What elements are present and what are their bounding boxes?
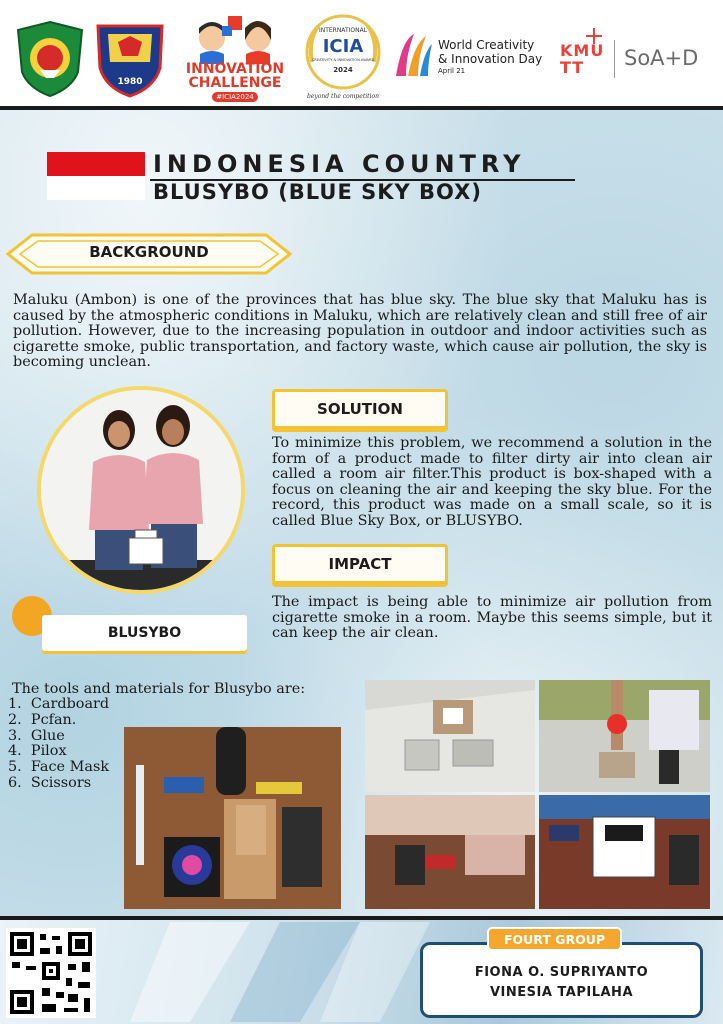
process-photo-1-illustration [365,680,535,792]
logo-divider [614,40,615,78]
icia-hashtag: #ICIA2024 [212,92,258,102]
impact-heading: IMPACT [272,544,448,584]
title-product: BLUSYBO (BLUE SKY BOX) [153,180,482,204]
tools-intro: The tools and materials for Blusybo are: [12,681,306,697]
kids-illustration-icon [182,14,288,64]
footer-divider [0,916,723,920]
world-creativity-day-logo [392,30,552,80]
list-item: 4. Pilox [8,743,67,760]
header-logos [0,0,723,106]
kmutt-logo [560,36,612,80]
process-photo-2-illustration [539,680,710,792]
list-item: 2. Pcfan. [8,711,77,728]
kmutt-text: KMUTT [560,41,605,77]
qr-code-icon [6,928,96,1018]
wcid-date: April 21 [438,67,466,75]
background-heading: BACKGROUND [89,243,209,261]
school-crest [94,22,166,98]
process-photo-3-illustration [365,795,535,909]
title-country: INDONESIA COUNTRY [153,150,526,178]
list-item: 5. Face Mask [8,759,110,776]
product-label: BLUSYBO [42,615,247,651]
icia-top: INTERNATIONAL [318,27,368,34]
innovation-challenge-title [182,62,288,90]
materials-photo-illustration [124,727,341,909]
school-crest-year: 1980 [117,77,143,87]
materials-photo [124,727,341,909]
group-members-box [420,942,703,1018]
qr-code[interactable] [6,928,96,1018]
solution-heading: SOLUTION [272,389,448,429]
maluku-province-emblem [14,20,86,98]
tools-list [8,697,109,792]
innovation-line: INNOVATION [185,61,285,77]
process-photo-4-illustration [539,795,710,909]
wcid-line1: World Creativity [438,38,535,52]
world-creativity-text [438,38,542,76]
wcid-line2: & Innovation Day [438,52,543,66]
background-paragraph: Maluku (Ambon) is one of the provinces that has blue sky. The blue sky that Maluku has is caused by the atmospheric conditions in Maluku, which are relatively clean and still free of air pollution. However, due to the increasing population in outdoor and indoor activities such as cigarette smoke, public transportation, and factory waste, which cause air pollution, the sky is becoming unclean. [13,292,707,370]
process-photo-2 [539,680,710,792]
icia-award-logo [302,12,384,102]
member-name: FIONA O. SUPRIYANTO [474,965,649,980]
soa-d-logo: SoA+D [624,46,699,70]
creativity-swirl-icon [392,30,434,80]
icia-tagline: beyond the competition [307,93,379,100]
solution-paragraph: To minimize this problem, we recommend a solution in the form of a product made to filter dirty air into clean air called a room air filter.This product is box-shaped with a focus on cleaning the air and keeping the sky blue. For the record, this product was made on a small scale, so it is called Blue Sky Box, or BLUSYBO. [272,435,712,529]
group-label: FOURT GROUP [487,927,622,951]
list-item: 3. Glue [8,727,65,744]
footer-geometric-decoration [130,922,430,1022]
member-name: VINESIA TAPILAHA [489,985,633,1000]
students-photo-illustration [41,390,241,590]
list-item: 6. Scissors [8,774,92,791]
process-photo-4 [539,795,710,909]
students-photo [37,386,245,594]
challenge-line: CHALLENGE [188,75,282,91]
icia-sub: CREATIVITY & INNOVATION AWARD [311,58,375,62]
process-photo-1 [365,680,535,792]
icia-year: 2024 [333,66,353,74]
list-item: 1. Cardboard [8,696,110,712]
indonesia-flag [47,152,145,200]
innovation-challenge-logo [182,14,288,102]
icia-main: ICIA [322,36,364,57]
process-photo-3 [365,795,535,909]
impact-paragraph: The impact is being able to minimize air pollution from cigarette smoke in a room. Maybe this seems simple, but it can keep the air clean. [272,594,712,641]
